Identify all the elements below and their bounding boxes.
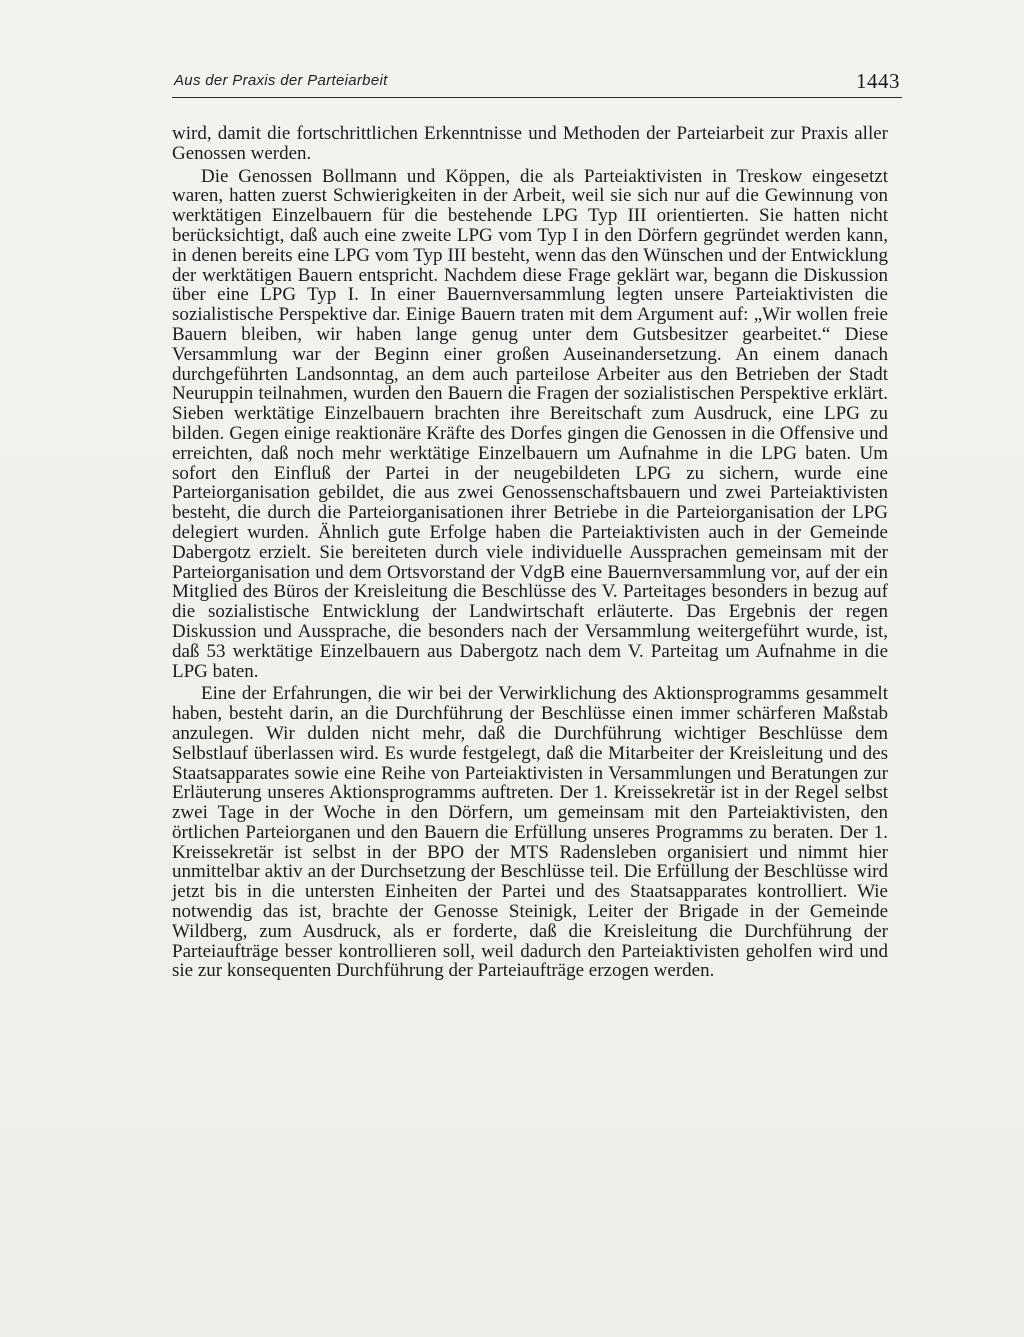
header-rule <box>172 97 902 98</box>
paragraph-continuation: wird, damit die fortschrittlichen Erkenntnisse und Methoden der Parteiarbeit zur Praxis aller Genossen werden. <box>172 123 888 164</box>
running-title: Aus der Praxis der Parteiarbeit <box>174 72 388 89</box>
paragraph-treskow: Die Genossen Bollmann und Köppen, die als Parteiaktivisten in Treskow eingesetzt waren, hatten zuerst Schwierigkeiten in der Arbeit, weil sie sich nur auf die Gewinnung von werktätigen Einzelbauern für die bestehende LPG Typ III orientierten. Sie hatten nicht berücksichtigt, daß auch eine zweite LPG vom Typ I in den Dörfern gegründet werden kann, in denen bereits eine LPG vom Typ III besteht, wenn das den Wünschen und der Entwicklung der werktätigen Bauern entspricht. Nachdem diese Frage geklärt war, begann die Diskussion über eine LPG Typ I. In einer Bauernversammlung legten unsere Parteiaktivisten die sozialistische Perspektive dar. Einige Bauern traten mit dem Argument auf: „Wir wollen freie Bauern bleiben, wir haben lange genug unter dem Gutsbesitzer gearbeitet.“ Diese Versammlung war der Beginn einer großen Auseinandersetzung. An einem danach durchgeführten Landsonntag, an dem auch parteilose Arbeiter aus den Betrieben der Stadt Neuruppin teilnahmen, wurden den Bauern die Fragen der sozialistischen Perspektive erklärt. Sieben werktätige Einzelbauern brachten ihre Bereitschaft zum Ausdruck, eine LPG zu bilden. Gegen einige reaktionäre Kräfte des Dorfes gingen die Genossen in die Offensive und erreichten, daß noch mehr werktätige Einzelbauern um Aufnahme in die LPG baten. Um sofort den Einfluß der Partei in der neugebildeten LPG zu sichern, wurde eine Parteiorganisation gebildet, die aus zwei Genossenschaftsbauern und zwei Parteiaktivisten besteht, die durch die Parteiorganisationen ihrer Betriebe in die Parteiorganisation der LPG delegiert wurden. Ähnlich gute Erfolge haben die Parteiaktivisten auch in der Gemeinde Dabergotz erzielt. Sie bereiteten durch viele individuelle Aussprachen gemeinsam mit der Parteiorganisation und dem Ortsvorstand der VdgB eine Bauernversammlung vor, auf der ein Mitglied des Büros der Kreisleitung die Beschlüsse des V. Parteitages besonders in bezug auf die sozialistische Entwicklung der Landwirtschaft erläuterte. Das Ergebnis der regen Diskussion und Aussprache, die besonders nach der Versammlung weitergeführt wurde, ist, daß 53 werktätige Einzelbauern aus Dabergotz nach dem V. Parteitag um Aufnahme in die LPG baten. <box>172 165 888 682</box>
body-text <box>172 124 888 981</box>
page-number: 1443 <box>856 69 900 93</box>
page-header <box>172 70 902 98</box>
paragraph-aktionsprogramm: Eine der Erfahrungen, die wir bei der Verwirklichung des Aktionsprogramms gesammelt haben, besteht darin, an die Durchführung der Beschlüsse einen immer schärferen Maßstab anzulegen. Wir dulden nicht mehr, daß die Durchführung wichtiger Beschlüsse dem Selbstlauf überlassen wird. Es wurde festgelegt, daß die Mitarbeiter der Kreisleitung und des Staatsapparates sowie eine Reihe von Parteiaktivisten in Versammlungen und Beratungen zur Erläuterung unseres Aktionsprogramms auftreten. Der 1. Kreissekretär ist in der Regel selbst zwei Tage in der Woche in den Dörfern, um gemeinsam mit den Parteiaktivisten, den örtlichen Parteiorganen und den Bauern die Erfüllung unseres Programms zu beraten. Der 1. Kreissekretär ist selbst in der BPO der MTS Radensleben organisiert und nimmt hier unmittelbar aktiv an der Durchsetzung der Beschlüsse teil. Die Erfüllung der Beschlüsse wird jetzt bis in die untersten Einheiten der Partei und des Staatsapparates kontrolliert. Wie notwendig das ist, brachte der Genosse Steinigk, Leiter der Brigade in der Gemeinde Wildberg, zum Ausdruck, als er forderte, daß die Kreisleitung die Durchführung der Parteiaufträge besser kontrollieren soll, weil dadurch den Parteiaktivisten geholfen wird und sie zur konsequenten Durchführung der Parteiaufträge erzogen werden. <box>172 683 888 982</box>
